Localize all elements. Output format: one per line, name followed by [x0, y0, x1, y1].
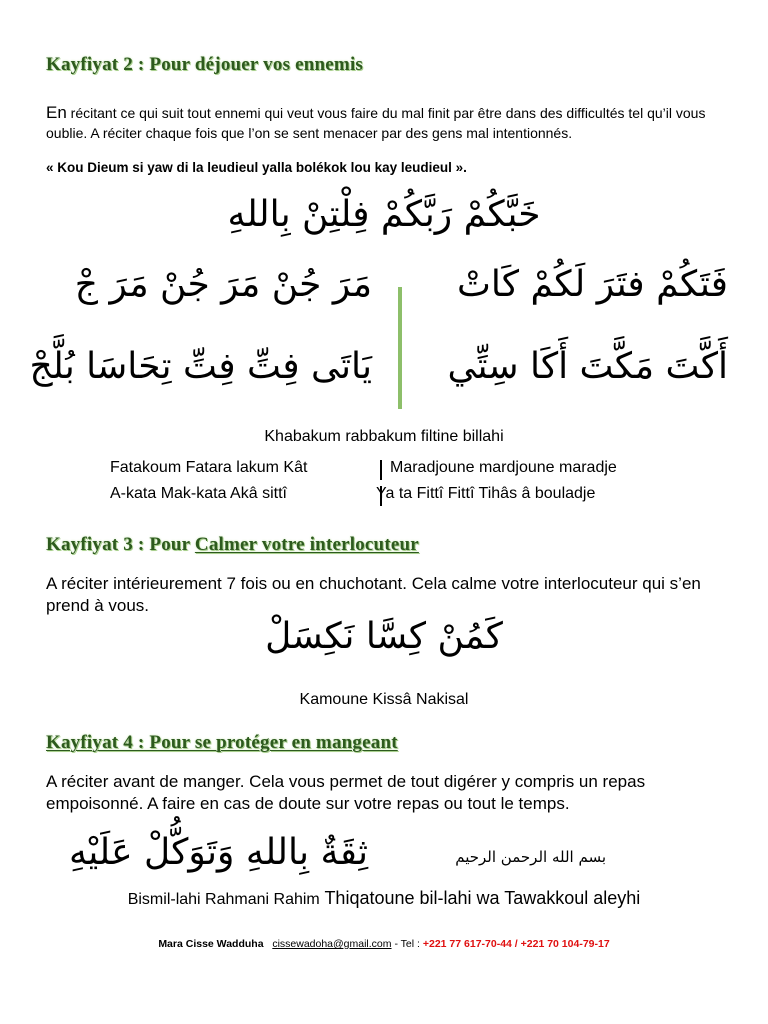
- section-4-title-text: Kayfiyat 4 : Pour se protéger en mangeant: [46, 732, 398, 753]
- arabic-verse-main: خَبَّكُمْ رَبَّكُمْ فِلْتِنْ بِاللهِ: [227, 194, 541, 235]
- translit-separator: [380, 460, 382, 480]
- transliteration-main: Khabakum rabbakum filtine billahi: [264, 428, 504, 445]
- arabic-verse-right-2: أَكَّتَ مَكَّتَ أَكَا سِتِّي: [447, 346, 728, 387]
- email-link[interactable]: cissewadoha@gmail.com: [272, 938, 392, 950]
- arabic-verse-right-1: فَتَكُمْ فتَرَ لَكُمْ كَاتْ: [457, 264, 728, 305]
- transliteration-verse: Thiqatoune bil-lahi wa Tawakkoul aleyhi: [319, 888, 641, 908]
- transliteration-protect: [0, 888, 768, 909]
- transliteration-left-2: A-kata Mak-kata Akâ sittî: [110, 485, 287, 502]
- paragraph-text: récitant ce qui suit tout ennemi qui veut vous faire du mal finit par être dans des difficultés tel qu’il vous oublie. A réciter chaque fois que l’on se sent menacer par des gens mal intentionnés.: [46, 105, 706, 141]
- section-2-paragraph: [46, 103, 736, 143]
- transliteration-calm: Kamoune Kissâ Nakisal: [299, 691, 469, 708]
- section-4-title: [46, 732, 398, 754]
- section-2-title: Kayfiyat 2 : Pour déjouer vos ennemis: [46, 54, 364, 75]
- section-3-title: [46, 534, 419, 556]
- arabic-verse-protect: ثِقَةٌ بِاللهِ وَتَوَكُّلْ عَلَيْهِ: [68, 832, 368, 873]
- section-4-paragraph: A réciter avant de manger. Cela vous permet de tout digérer y compris un repas empoisonné. A faire en cas de doute sur votre repas ou tout le temps.: [46, 772, 646, 813]
- footer: [0, 938, 768, 950]
- transliteration-right-1: Maradjoune mardjoune maradje: [390, 459, 617, 476]
- arabic-verse-left-2: يَاتَى فِتِّ فِتِّ تِحَاسَا بُلَّجْ: [29, 346, 372, 387]
- author-name: Mara Cisse Wadduha: [158, 938, 264, 950]
- transliteration-basmala: Bismil-lahi Rahmani Rahim: [127, 891, 320, 908]
- paragraph-first-word: En: [46, 103, 67, 122]
- section-3-paragraph: A réciter intérieurement 7 fois ou en chuchotant. Cela calme votre interlocuteur qui s’en prend à vous.: [46, 574, 701, 615]
- wolof-quote: « Kou Dieum si yaw di la leudieul yalla bolékok lou kay leudieul ».: [46, 160, 467, 175]
- phone-numbers: +221 77 617-70-44 / +221 70 104-79-17: [422, 938, 610, 950]
- arabic-verse-left-1: مَرَ جُنْ مَرَ جُنْ مَرَ جْ: [74, 264, 372, 305]
- arabic-basmala: بسم الله الرحمن الرحيم: [455, 848, 606, 866]
- section-3-title-end: Calmer votre interlocuteur: [194, 534, 419, 555]
- transliteration-left-1: Fatakoum Fatara lakum Kât: [110, 459, 308, 476]
- transliteration-right-2: Ya ta Fittî Fittî Tihâs â bouladje: [376, 485, 596, 502]
- vertical-divider: [398, 287, 402, 409]
- arabic-verse-calm: كَمُنْ كِسَّا نَكِسَلْ: [265, 616, 503, 657]
- tel-label: - Tel :: [391, 938, 423, 950]
- section-3-title-start: Kayfiyat 3 : Pour: [46, 534, 195, 555]
